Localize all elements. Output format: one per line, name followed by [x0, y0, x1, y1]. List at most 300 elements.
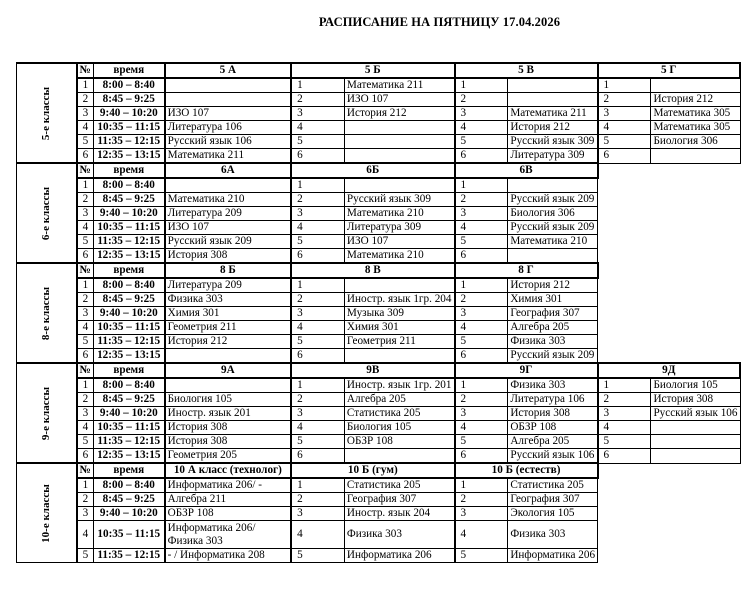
block-header-row [17, 463, 741, 478]
lesson-subject: Информатика 206/ Физика 303 [165, 521, 291, 549]
lesson-index: 3 [455, 307, 508, 321]
lesson-number: 4 [77, 421, 94, 435]
empty-cell [598, 349, 740, 364]
lesson-subject: Информатика 206/ - [165, 478, 291, 493]
lesson-index: 4 [455, 421, 508, 435]
lesson-time: 10:35 – 11:15 [93, 221, 164, 235]
lesson-subject: Русский язык 106 [508, 449, 598, 464]
lesson-row [17, 507, 741, 521]
lesson-subject: Биология 105 [165, 393, 291, 407]
lesson-subject [344, 121, 454, 135]
empty-cell [598, 278, 740, 293]
lesson-subject: Биология 306 [508, 207, 598, 221]
lesson-index: 2 [291, 493, 344, 507]
lesson-subject: Математика 210 [508, 235, 598, 249]
lesson-time: 12:35 – 13:15 [93, 149, 164, 164]
lesson-time: 10:35 – 11:15 [93, 321, 164, 335]
lesson-index: 5 [291, 335, 344, 349]
lesson-subject: Физика 303 [165, 293, 291, 307]
lesson-number: 3 [77, 207, 94, 221]
lesson-subject: Литература 309 [508, 149, 598, 164]
lesson-subject: Русский язык 209 [165, 235, 291, 249]
header-class: 8 В [291, 263, 454, 278]
empty-cell [598, 163, 740, 178]
lesson-time: 12:35 – 13:15 [93, 249, 164, 264]
page-title: РАСПИСАНИЕ НА ПЯТНИЦУ 17.04.2026 [318, 15, 561, 29]
lesson-subject: ИЗО 107 [165, 107, 291, 121]
header-class: 5 Б [291, 63, 454, 78]
class-group-label [17, 463, 77, 563]
lesson-subject [344, 349, 454, 364]
lesson-row [17, 293, 741, 307]
lesson-index: 2 [598, 93, 651, 107]
lesson-subject: Алгебра 211 [165, 493, 291, 507]
lesson-time: 8:45 – 9:25 [93, 393, 164, 407]
lesson-number: 3 [77, 407, 94, 421]
lesson-index: 4 [291, 321, 344, 335]
class-group-text: 5-е классы [39, 86, 52, 140]
lesson-row [17, 378, 741, 393]
lesson-row [17, 221, 741, 235]
lesson-index: 6 [455, 149, 508, 164]
lesson-subject: История 212 [344, 107, 454, 121]
lesson-row [17, 407, 741, 421]
lesson-subject: История 308 [165, 249, 291, 264]
lesson-subject [651, 78, 740, 93]
lesson-subject: - / Информатика 208 [165, 549, 291, 563]
lesson-index: 6 [455, 449, 508, 464]
lesson-index: 3 [291, 507, 344, 521]
class-group-label [17, 263, 77, 363]
empty-cell [598, 221, 740, 235]
lesson-subject: Биология 105 [651, 378, 740, 393]
lesson-row [17, 149, 741, 164]
lesson-subject: Физика 303 [344, 521, 454, 549]
lesson-row [17, 335, 741, 349]
lesson-index: 3 [455, 207, 508, 221]
lesson-subject: Музыка 309 [344, 307, 454, 321]
lesson-subject [344, 178, 454, 193]
lesson-number: 3 [77, 507, 94, 521]
lesson-subject: Статистика 205 [344, 478, 454, 493]
header-class: 6Б [291, 163, 454, 178]
lesson-row [17, 278, 741, 293]
lesson-subject: Русский язык 309 [508, 135, 598, 149]
schedule-table [16, 62, 741, 563]
lesson-time: 10:35 – 11:15 [93, 121, 164, 135]
lesson-number: 1 [77, 78, 94, 93]
lesson-subject: Математика 211 [508, 107, 598, 121]
lesson-subject: Биология 105 [344, 421, 454, 435]
lesson-subject: Алгебра 205 [508, 435, 598, 449]
lesson-index: 4 [455, 221, 508, 235]
lesson-subject: Математика 210 [165, 193, 291, 207]
lesson-number: 6 [77, 149, 94, 164]
empty-cell [598, 293, 740, 307]
lesson-subject: Экология 105 [508, 507, 598, 521]
lesson-row [17, 235, 741, 249]
header-class: 6А [165, 163, 291, 178]
lesson-time: 10:35 – 11:15 [93, 521, 164, 549]
header-number: № [77, 463, 94, 478]
lesson-subject [508, 78, 598, 93]
block-header-row [17, 63, 741, 78]
lesson-number: 5 [77, 235, 94, 249]
lesson-index: 1 [455, 378, 508, 393]
lesson-number: 6 [77, 349, 94, 364]
lesson-time: 8:00 – 8:40 [93, 178, 164, 193]
lesson-subject [165, 378, 291, 393]
lesson-subject: Русский язык 209 [508, 221, 598, 235]
lesson-index: 5 [291, 135, 344, 149]
lesson-subject: Математика 210 [344, 249, 454, 264]
lesson-subject: Статистика 205 [508, 478, 598, 493]
lesson-index: 3 [455, 507, 508, 521]
lesson-number: 1 [77, 178, 94, 193]
lesson-subject: Физика 303 [508, 335, 598, 349]
lesson-subject: Математика 210 [344, 207, 454, 221]
lesson-row [17, 449, 741, 464]
empty-cell [598, 493, 740, 507]
lesson-subject [344, 135, 454, 149]
header-class: 10 Б (естеств) [455, 463, 598, 478]
lesson-row [17, 349, 741, 364]
lesson-index: 4 [291, 521, 344, 549]
lesson-row [17, 435, 741, 449]
lesson-index: 4 [455, 521, 508, 549]
lesson-subject [344, 149, 454, 164]
lesson-subject: История 212 [508, 278, 598, 293]
lesson-subject: ОБЗР 108 [508, 421, 598, 435]
lesson-subject [344, 449, 454, 464]
lesson-row [17, 107, 741, 121]
lesson-time: 12:35 – 13:15 [93, 449, 164, 464]
lesson-index: 1 [291, 378, 344, 393]
lesson-index: 5 [598, 435, 651, 449]
lesson-index: 5 [455, 435, 508, 449]
lesson-index: 4 [291, 121, 344, 135]
lesson-number: 5 [77, 335, 94, 349]
lesson-subject: Русский язык 209 [508, 349, 598, 364]
header-time: время [93, 463, 164, 478]
empty-cell [598, 321, 740, 335]
lesson-subject: ИЗО 107 [344, 235, 454, 249]
class-group-label [17, 163, 77, 263]
lesson-subject: История 212 [165, 335, 291, 349]
lesson-subject: Информатика 206 [508, 549, 598, 563]
lesson-subject: Русский язык 309 [344, 193, 454, 207]
lesson-number: 4 [77, 121, 94, 135]
lesson-time: 8:00 – 8:40 [93, 478, 164, 493]
class-group-label [17, 363, 77, 463]
lesson-index: 1 [291, 178, 344, 193]
lesson-index: 6 [598, 149, 651, 164]
header-class: 8 Г [455, 263, 598, 278]
header-time: время [93, 63, 164, 78]
lesson-index: 2 [455, 393, 508, 407]
block-header-row [17, 163, 741, 178]
lesson-subject: Русский язык 209 [508, 193, 598, 207]
lesson-row [17, 321, 741, 335]
lesson-row [17, 421, 741, 435]
lesson-subject: Русский язык 106 [651, 407, 740, 421]
lesson-number: 2 [77, 493, 94, 507]
lesson-subject [508, 249, 598, 264]
empty-cell [598, 178, 740, 193]
lesson-index: 5 [455, 335, 508, 349]
lesson-number: 6 [77, 249, 94, 264]
lesson-subject: Математика 305 [651, 107, 740, 121]
lesson-time: 11:35 – 12:15 [93, 335, 164, 349]
lesson-number: 3 [77, 307, 94, 321]
class-group-text: 9-е классы [39, 386, 52, 440]
lesson-index: 5 [291, 549, 344, 563]
empty-cell [598, 335, 740, 349]
lesson-subject: Математика 211 [344, 78, 454, 93]
lesson-subject: Литература 209 [165, 207, 291, 221]
lesson-index: 5 [455, 135, 508, 149]
lesson-subject: Литература 106 [165, 121, 291, 135]
lesson-index: 5 [598, 135, 651, 149]
header-class: 9Г [455, 363, 598, 378]
lesson-subject [508, 93, 598, 107]
lesson-subject [508, 178, 598, 193]
lesson-row [17, 393, 741, 407]
lesson-row [17, 478, 741, 493]
empty-cell [598, 249, 740, 264]
class-group-text: 8-е классы [39, 286, 52, 340]
lesson-index: 1 [455, 78, 508, 93]
lesson-time: 8:00 – 8:40 [93, 378, 164, 393]
lesson-subject [344, 278, 454, 293]
lesson-subject [651, 421, 740, 435]
header-class: 9В [291, 363, 454, 378]
header-class: 8 Б [165, 263, 291, 278]
lesson-subject: Химия 301 [508, 293, 598, 307]
lesson-index: 5 [455, 235, 508, 249]
block-header-row [17, 263, 741, 278]
lesson-row [17, 178, 741, 193]
lesson-index: 4 [455, 321, 508, 335]
lesson-time: 8:00 – 8:40 [93, 78, 164, 93]
block-header-row [17, 363, 741, 378]
lesson-subject: Биология 306 [651, 135, 740, 149]
class-group-label [17, 63, 77, 163]
lesson-index: 2 [455, 493, 508, 507]
lesson-subject: История 308 [508, 407, 598, 421]
lesson-index: 5 [291, 435, 344, 449]
lesson-time: 11:35 – 12:15 [93, 549, 164, 563]
lesson-number: 5 [77, 549, 94, 563]
class-group-text: 6-е классы [39, 186, 52, 240]
empty-cell [598, 478, 740, 493]
lesson-index: 6 [455, 249, 508, 264]
empty-cell [598, 521, 740, 549]
lesson-subject: Алгебра 205 [344, 393, 454, 407]
lesson-index: 1 [455, 478, 508, 493]
empty-cell [598, 549, 740, 563]
lesson-subject: Литература 209 [165, 278, 291, 293]
class-group-text: 10-е классы [39, 483, 52, 543]
lesson-subject: Иностр. язык 1гр. 201 [344, 378, 454, 393]
lesson-index: 6 [598, 449, 651, 464]
lesson-time: 9:40 – 10:20 [93, 207, 164, 221]
lesson-subject: Литература 309 [344, 221, 454, 235]
lesson-number: 4 [77, 521, 94, 549]
lesson-number: 2 [77, 93, 94, 107]
lesson-index: 3 [291, 307, 344, 321]
empty-cell [598, 463, 740, 478]
lesson-index: 4 [455, 121, 508, 135]
lesson-index: 5 [291, 235, 344, 249]
lesson-time: 8:45 – 9:25 [93, 193, 164, 207]
lesson-index: 4 [291, 421, 344, 435]
lesson-subject [651, 449, 740, 464]
header-time: время [93, 263, 164, 278]
empty-cell [598, 207, 740, 221]
lesson-index: 3 [455, 107, 508, 121]
lesson-subject: Информатика 206 [344, 549, 454, 563]
lesson-time: 9:40 – 10:20 [93, 107, 164, 121]
lesson-number: 2 [77, 393, 94, 407]
lesson-subject: История 308 [165, 435, 291, 449]
lesson-row [17, 493, 741, 507]
header-class: 10 Б (гум) [291, 463, 454, 478]
lesson-time: 11:35 – 12:15 [93, 135, 164, 149]
lesson-index: 1 [455, 278, 508, 293]
lesson-row [17, 307, 741, 321]
lesson-index: 3 [598, 407, 651, 421]
header-class: 9А [165, 363, 291, 378]
lesson-number: 6 [77, 449, 94, 464]
lesson-subject: Статистика 205 [344, 407, 454, 421]
empty-cell [598, 307, 740, 321]
lesson-index: 2 [455, 193, 508, 207]
lesson-index: 2 [598, 393, 651, 407]
lesson-row [17, 207, 741, 221]
lesson-index: 1 [598, 78, 651, 93]
lesson-row [17, 121, 741, 135]
lesson-subject: Русский язык 106 [165, 135, 291, 149]
lesson-subject: Физика 303 [508, 521, 598, 549]
lesson-subject: Литература 106 [508, 393, 598, 407]
lesson-time: 8:45 – 9:25 [93, 93, 164, 107]
lesson-time: 8:45 – 9:25 [93, 293, 164, 307]
lesson-index: 6 [291, 249, 344, 264]
lesson-time: 9:40 – 10:20 [93, 307, 164, 321]
lesson-subject: Иностр. язык 1гр. 204 [344, 293, 454, 307]
lesson-number: 5 [77, 135, 94, 149]
header-class: 10 А класс (технолог) [165, 463, 291, 478]
lesson-index: 1 [455, 178, 508, 193]
lesson-index: 2 [291, 293, 344, 307]
lesson-subject: История 308 [651, 393, 740, 407]
header-time: время [93, 163, 164, 178]
empty-cell [598, 235, 740, 249]
lesson-subject: Химия 301 [165, 307, 291, 321]
lesson-index: 4 [291, 221, 344, 235]
lesson-number: 3 [77, 107, 94, 121]
header-class: 5 Г [598, 63, 740, 78]
lesson-subject [165, 93, 291, 107]
header-number: № [77, 363, 94, 378]
lesson-row [17, 549, 741, 563]
lesson-subject: География 307 [508, 307, 598, 321]
lesson-number: 2 [77, 293, 94, 307]
lesson-index: 3 [291, 207, 344, 221]
lesson-subject: История 212 [508, 121, 598, 135]
lesson-index: 3 [291, 107, 344, 121]
header-class: 9Д [598, 363, 740, 378]
lesson-index: 6 [291, 349, 344, 364]
header-class: 5 В [455, 63, 598, 78]
lesson-subject [165, 349, 291, 364]
lesson-subject: Геометрия 211 [344, 335, 454, 349]
lesson-subject: ОБЗР 108 [344, 435, 454, 449]
lesson-index: 3 [598, 107, 651, 121]
lesson-subject: Иностр. язык 204 [344, 507, 454, 521]
lesson-index: 1 [291, 478, 344, 493]
lesson-subject: Математика 211 [165, 149, 291, 164]
lesson-subject: Математика 305 [651, 121, 740, 135]
header-class: 6В [455, 163, 598, 178]
lesson-subject: Геометрия 205 [165, 449, 291, 464]
lesson-index: 3 [291, 407, 344, 421]
lesson-subject [165, 178, 291, 193]
header-number: № [77, 163, 94, 178]
lesson-index: 1 [291, 78, 344, 93]
lesson-index: 4 [598, 121, 651, 135]
lesson-number: 4 [77, 221, 94, 235]
lesson-number: 1 [77, 278, 94, 293]
lesson-index: 6 [455, 349, 508, 364]
lesson-time: 12:35 – 13:15 [93, 349, 164, 364]
lesson-time: 11:35 – 12:15 [93, 235, 164, 249]
lesson-time: 10:35 – 11:15 [93, 421, 164, 435]
lesson-subject: ИЗО 107 [165, 221, 291, 235]
lesson-index: 6 [291, 449, 344, 464]
lesson-index: 2 [455, 293, 508, 307]
empty-cell [598, 507, 740, 521]
lesson-time: 8:00 – 8:40 [93, 278, 164, 293]
lesson-subject: ОБЗР 108 [165, 507, 291, 521]
lesson-subject: История 212 [651, 93, 740, 107]
lesson-subject: География 307 [344, 493, 454, 507]
lesson-index: 4 [598, 421, 651, 435]
lesson-subject: История 308 [165, 421, 291, 435]
lesson-subject: ИЗО 107 [344, 93, 454, 107]
lesson-index: 1 [598, 378, 651, 393]
lesson-row [17, 521, 741, 549]
lesson-time: 11:35 – 12:15 [93, 435, 164, 449]
lesson-subject: Физика 303 [508, 378, 598, 393]
lesson-number: 2 [77, 193, 94, 207]
lesson-index: 6 [291, 149, 344, 164]
lesson-index: 5 [455, 549, 508, 563]
lesson-time: 8:45 – 9:25 [93, 493, 164, 507]
lesson-subject: Химия 301 [344, 321, 454, 335]
header-time: время [93, 363, 164, 378]
lesson-index: 2 [291, 93, 344, 107]
lesson-index: 3 [455, 407, 508, 421]
lesson-row [17, 93, 741, 107]
header-number: № [77, 263, 94, 278]
lesson-subject [651, 435, 740, 449]
lesson-index: 2 [291, 193, 344, 207]
header-number: № [77, 63, 94, 78]
lesson-subject: Иностр. язык 201 [165, 407, 291, 421]
lesson-number: 4 [77, 321, 94, 335]
